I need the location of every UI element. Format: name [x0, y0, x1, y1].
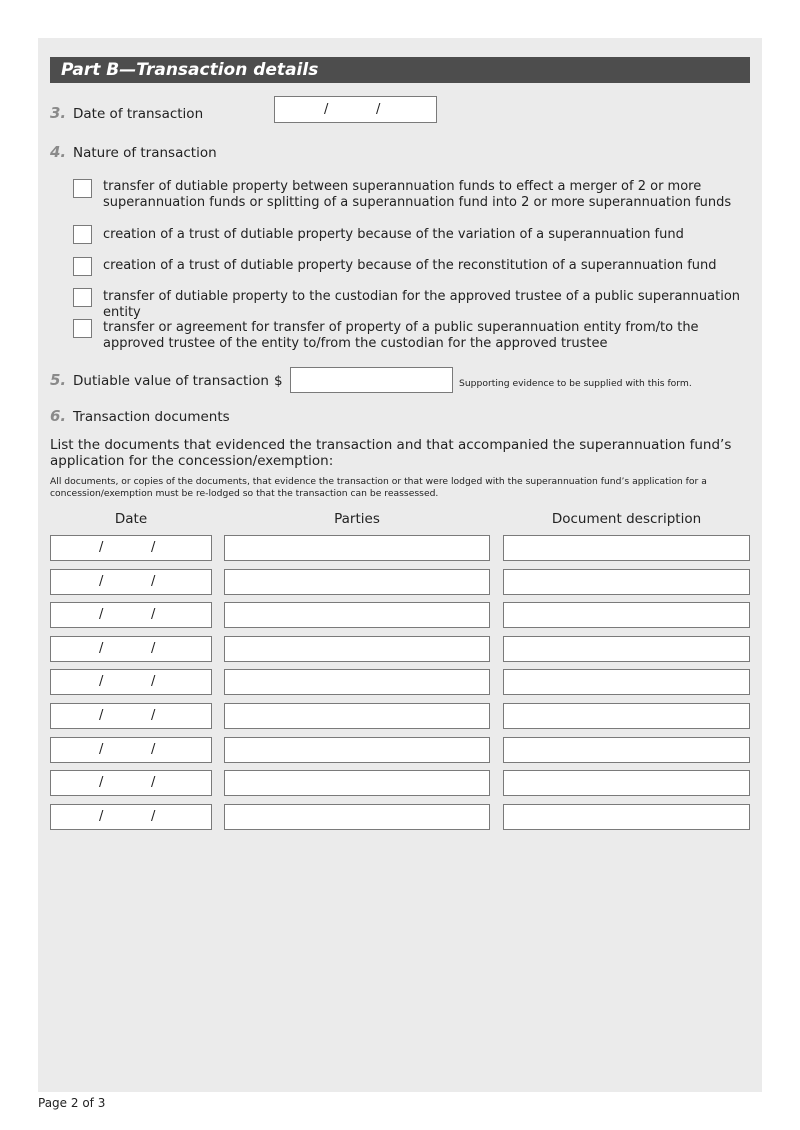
- option-reconstitution-checkbox[interactable]: [73, 257, 92, 276]
- q4-label: Nature of transaction: [73, 145, 217, 161]
- option-merger-label: transfer of dutiable property between superannuation funds to effect a merger of 2 or more superannuation funds or splitting of a superannuation fund into 2 or more superannuation funds: [103, 179, 732, 210]
- document-date-field[interactable]: [50, 737, 212, 763]
- document-date-field[interactable]: [50, 669, 212, 695]
- date-separator: /: [99, 673, 104, 689]
- document-description-field[interactable]: [503, 535, 750, 561]
- date-separator: /: [99, 707, 104, 723]
- option-reconstitution-label: creation of a trust of dutiable property because of the reconstitution of a superannuation fund: [103, 258, 717, 273]
- document-date-field[interactable]: [50, 770, 212, 796]
- supporting-evidence-note: Supporting evidence to be supplied with this form.: [459, 378, 692, 389]
- date-separator: /: [151, 741, 156, 757]
- date-separator: /: [99, 606, 104, 622]
- document-parties-field[interactable]: [224, 703, 490, 729]
- date-separator: /: [99, 741, 104, 757]
- document-parties-field[interactable]: [224, 669, 490, 695]
- date-separator: /: [151, 573, 156, 589]
- option-custodian-checkbox[interactable]: [73, 288, 92, 307]
- document-description-field[interactable]: [503, 636, 750, 662]
- document-parties-field[interactable]: [224, 602, 490, 628]
- date-separator: /: [99, 774, 104, 790]
- document-description-field[interactable]: [503, 737, 750, 763]
- date-separator: /: [151, 640, 156, 656]
- date-separator: /: [99, 640, 104, 656]
- option-public-entity-checkbox[interactable]: [73, 319, 92, 338]
- document-description-field[interactable]: [503, 569, 750, 595]
- date-separator: /: [324, 101, 329, 117]
- date-separator: /: [151, 707, 156, 723]
- document-date-field[interactable]: [50, 636, 212, 662]
- date-separator: /: [151, 539, 156, 555]
- page-number: Page 2 of 3: [38, 1096, 106, 1110]
- transaction-date-field[interactable]: [274, 96, 437, 123]
- date-separator: /: [151, 808, 156, 824]
- document-description-field[interactable]: [503, 669, 750, 695]
- document-description-field[interactable]: [503, 602, 750, 628]
- option-custodian-label: transfer of dutiable property to the custodian for the approved trustee of a public superannuation entity: [103, 289, 741, 320]
- date-separator: /: [376, 101, 381, 117]
- q3-label: Date of transaction: [73, 106, 204, 122]
- dutiable-value-input[interactable]: [290, 367, 453, 393]
- documents-fine-print: All documents, or copies of the documents, that evidence the transaction or that were lodged with the superannuation fund’s application for a concession/exemption must be re-lodged so that the transaction can be reassessed.: [50, 476, 707, 499]
- document-parties-field[interactable]: [224, 636, 490, 662]
- document-date-field[interactable]: [50, 703, 212, 729]
- currency-symbol: $: [274, 373, 283, 389]
- document-parties-field[interactable]: [224, 737, 490, 763]
- column-header-description: Document description: [551, 511, 702, 527]
- option-variation-label: creation of a trust of dutiable property because of the variation of a superannuation fund: [103, 227, 684, 242]
- document-description-field[interactable]: [503, 770, 750, 796]
- date-separator: /: [151, 673, 156, 689]
- document-parties-field[interactable]: [224, 569, 490, 595]
- column-header-parties: Parties: [334, 511, 380, 527]
- document-parties-field[interactable]: [224, 535, 490, 561]
- document-parties-field[interactable]: [224, 804, 490, 830]
- document-parties-field[interactable]: [224, 770, 490, 796]
- date-separator: /: [151, 774, 156, 790]
- document-description-field[interactable]: [503, 703, 750, 729]
- date-separator: /: [151, 606, 156, 622]
- document-date-field[interactable]: [50, 602, 212, 628]
- column-header-date: Date: [114, 511, 148, 527]
- section-title: Part B—Transaction details: [50, 57, 750, 83]
- document-description-field[interactable]: [503, 804, 750, 830]
- q6-label: Transaction documents: [73, 409, 230, 425]
- date-separator: /: [99, 573, 104, 589]
- q4-number: 4.: [50, 143, 67, 161]
- option-public-entity-label: transfer or agreement for transfer of property of a public superannuation entity from/to the approved trustee of the entity to/from the custodian for the approved trustee: [103, 320, 699, 351]
- q6-number: 6.: [50, 407, 67, 425]
- q5-number: 5.: [50, 371, 67, 389]
- option-merger-checkbox[interactable]: [73, 179, 92, 198]
- q5-label: Dutiable value of transaction: [73, 373, 269, 389]
- documents-instruction: List the documents that evidenced the transaction and that accompanied the superannuation fund’s application for the concession/exemption:: [50, 437, 732, 469]
- document-date-field[interactable]: [50, 535, 212, 561]
- document-date-field[interactable]: [50, 804, 212, 830]
- q3-number: 3.: [50, 104, 67, 122]
- document-date-field[interactable]: [50, 569, 212, 595]
- option-variation-checkbox[interactable]: [73, 225, 92, 244]
- date-separator: /: [99, 808, 104, 824]
- date-separator: /: [99, 539, 104, 555]
